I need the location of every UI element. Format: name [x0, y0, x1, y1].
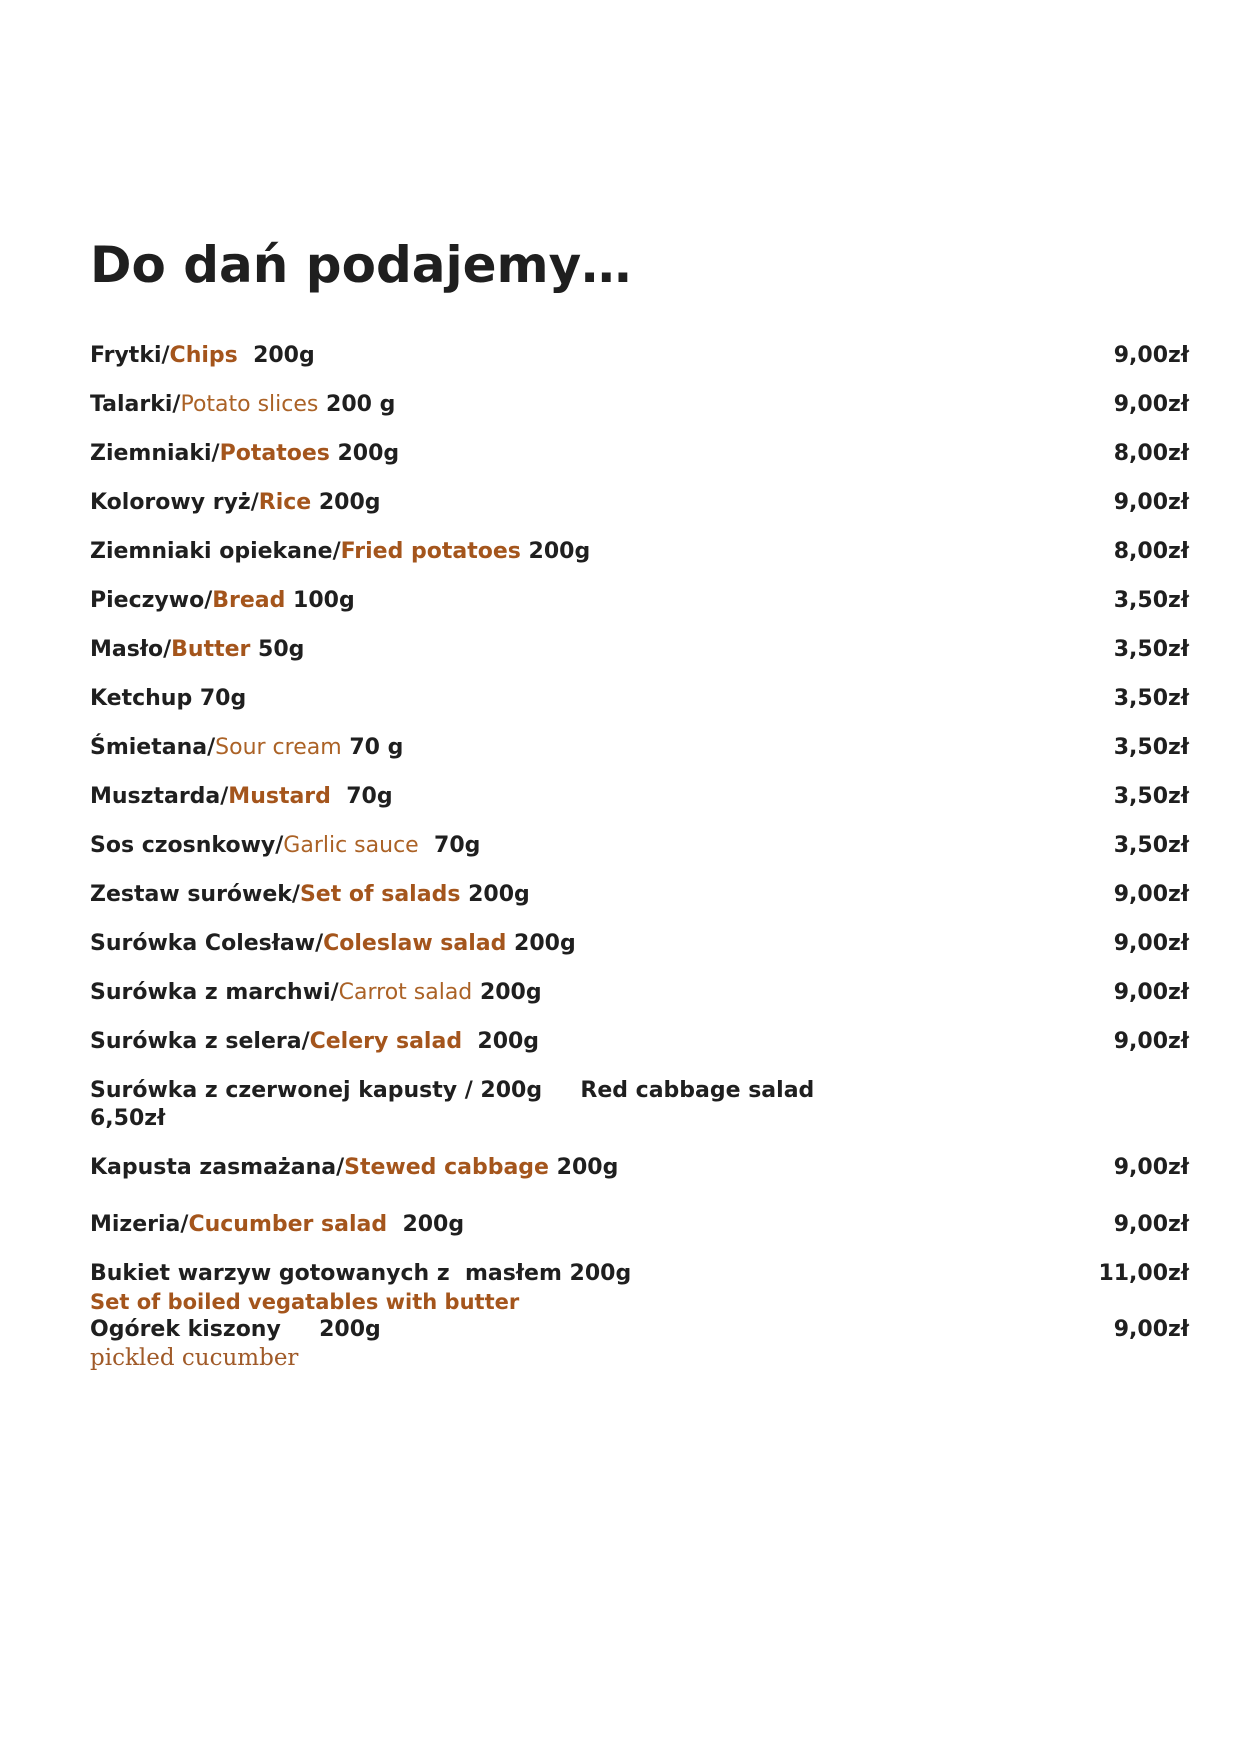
item-name-pl: Kapusta zasmażana/ [90, 1155, 345, 1180]
item-name-pl: Frytki/ [90, 343, 170, 368]
menu-item-name [90, 930, 576, 958]
item-name-en: Celery salad [309, 1029, 463, 1054]
menu-item-name [90, 685, 246, 713]
item-name-en: Stewed cabbage [344, 1155, 549, 1180]
item-price: 9,00zł [1113, 980, 1189, 1005]
item-price: 3,50zł [1113, 686, 1189, 711]
menu-item-name [90, 979, 542, 1007]
item-price: 9,00zł [1113, 1029, 1189, 1054]
item-price: 8,00zł [1113, 539, 1189, 564]
menu-item-name [90, 1028, 539, 1056]
item-price: 8,00zł [1113, 441, 1189, 466]
menu-item-name [90, 1316, 381, 1344]
item-name-full: Surówka z czerwonej kapusty / 200g Red cabbage salad [90, 1078, 815, 1103]
item-name-en: Chips [169, 343, 238, 368]
menu-item-row [90, 783, 1189, 811]
item-name-en: Butter [171, 637, 251, 662]
item-subtitle: Set of boiled vegatables with butter [90, 1290, 520, 1314]
item-qty: 70g [330, 784, 393, 809]
item-qty: 70g [192, 686, 247, 711]
item-qty: 100g [285, 588, 355, 613]
menu-item-row [90, 538, 1189, 566]
item-name-en: Cucumber salad [188, 1212, 388, 1237]
item-name-en: Fried potatoes [340, 539, 521, 564]
menu-item-row [90, 734, 1189, 762]
menu-item-row-withsub [90, 1316, 1189, 1373]
item-qty: 70 g [341, 735, 404, 760]
item-price: 3,50zł [1113, 637, 1189, 662]
menu-item-row [90, 587, 1189, 615]
menu-item-name [90, 1154, 618, 1182]
item-subtitle: pickled cucumber [90, 1345, 299, 1371]
item-name-pl: Surówka z marchwi/ [90, 980, 339, 1005]
item-name-pl: Ketchup [90, 686, 193, 711]
item-name-en: Sour cream [215, 735, 342, 760]
item-qty: 200g [472, 980, 542, 1005]
item-name-pl: Masło/ [90, 637, 172, 662]
menu-item-name [90, 538, 590, 566]
item-name-pl: Surówka z selera/ [90, 1029, 310, 1054]
item-price: 9,00zł [1113, 931, 1189, 956]
menu-item-name [90, 734, 403, 762]
menu-item-row [90, 489, 1189, 517]
item-name-pl: Musztarda/ [90, 784, 229, 809]
menu-item-name [90, 1260, 631, 1288]
menu-list [90, 342, 1189, 1373]
item-name-pl: Kolorowy ryż/ [90, 490, 259, 515]
menu-item-name [90, 440, 399, 468]
item-name-en: Coleslaw salad [323, 931, 507, 956]
menu-item-row [90, 391, 1189, 419]
item-qty: 200g [548, 1155, 619, 1180]
item-name-pl: Śmietana/ [90, 735, 216, 760]
item-name-en: Potatoes [219, 441, 330, 466]
menu-item-row-withsub [90, 1260, 1189, 1316]
menu-item-name [90, 1211, 464, 1239]
menu-item-row [90, 1154, 1189, 1182]
menu-item-name [90, 636, 304, 664]
item-name-pl: Pieczywo/ [90, 588, 213, 613]
item-name-pl: Ogórek kiszony 200g [90, 1317, 381, 1342]
menu-item-row [90, 1211, 1189, 1239]
menu-item-row [90, 979, 1189, 1007]
item-qty: 200g [237, 343, 315, 368]
menu-item-row [90, 440, 1189, 468]
menu-item-row [90, 881, 1189, 909]
menu-item-row [90, 1028, 1189, 1056]
item-name-en: Rice [258, 490, 312, 515]
item-qty: 200g [329, 441, 400, 466]
item-price: 3,50zł [1113, 588, 1189, 613]
item-qty: 200g [506, 931, 576, 956]
item-price: 9,00zł [1113, 392, 1189, 417]
item-price: 9,00zł [1113, 1317, 1189, 1342]
menu-item-row [90, 685, 1189, 713]
menu-item-row [90, 930, 1189, 958]
item-price: 9,00zł [1113, 490, 1189, 515]
item-qty: 200g [387, 1212, 465, 1237]
item-qty: 200g [520, 539, 591, 564]
menu-item-name [90, 391, 395, 419]
item-price: 3,50zł [1113, 735, 1189, 760]
menu-item-name [90, 832, 480, 860]
item-price: 9,00zł [1113, 343, 1189, 368]
item-qty: 200g [311, 490, 381, 515]
item-name-en: Potato slices [180, 392, 319, 417]
item-name-en: Mustard [228, 784, 331, 809]
menu-item-name [90, 342, 315, 370]
menu-item-name [90, 783, 393, 811]
item-name-en: Carrot salad [338, 980, 473, 1005]
menu-item-name [90, 489, 381, 517]
item-name-en: Garlic sauce [283, 833, 419, 858]
item-name-pl: Ziemniaki/ [90, 441, 220, 466]
item-name-pl: Sos czosnkowy/ [90, 833, 284, 858]
menu-item-row [90, 342, 1189, 370]
page-title: Do dań podajemy… [90, 236, 632, 294]
item-price: 9,00zł [1113, 882, 1189, 907]
item-name-pl: Bukiet warzyw gotowanych z masłem 200g [90, 1261, 632, 1286]
item-name-pl: Talarki/ [90, 392, 181, 417]
item-qty: 70g [418, 833, 481, 858]
menu-item-row [90, 832, 1189, 860]
menu-item-name [90, 587, 355, 615]
item-name-en: Bread [212, 588, 286, 613]
item-qty: 200g [462, 1029, 540, 1054]
item-price: 3,50zł [1113, 784, 1189, 809]
item-name-pl: Mizeria/ [90, 1212, 189, 1237]
item-name-pl: Surówka Colesław/ [90, 931, 324, 956]
item-name-pl: Zestaw surówek/ [90, 882, 300, 907]
menu-item-row [90, 1260, 1189, 1288]
item-qty: 200g [460, 882, 530, 907]
item-qty: 200 g [318, 392, 396, 417]
item-price: 3,50zł [1113, 833, 1189, 858]
menu-item-name [90, 881, 530, 909]
menu-item-row [90, 636, 1189, 664]
item-name-en: Set of salads [299, 882, 461, 907]
menu-item-row-twoline [90, 1077, 1189, 1133]
item-price: 11,00zł [1098, 1261, 1189, 1286]
item-price: 9,00zł [1113, 1212, 1189, 1237]
item-name-pl: Ziemniaki opiekane/ [90, 539, 341, 564]
item-price: 9,00zł [1113, 1155, 1189, 1180]
menu-item-row [90, 1316, 1189, 1344]
item-price-left: 6,50zł [90, 1106, 166, 1131]
item-qty: 50g [250, 637, 305, 662]
